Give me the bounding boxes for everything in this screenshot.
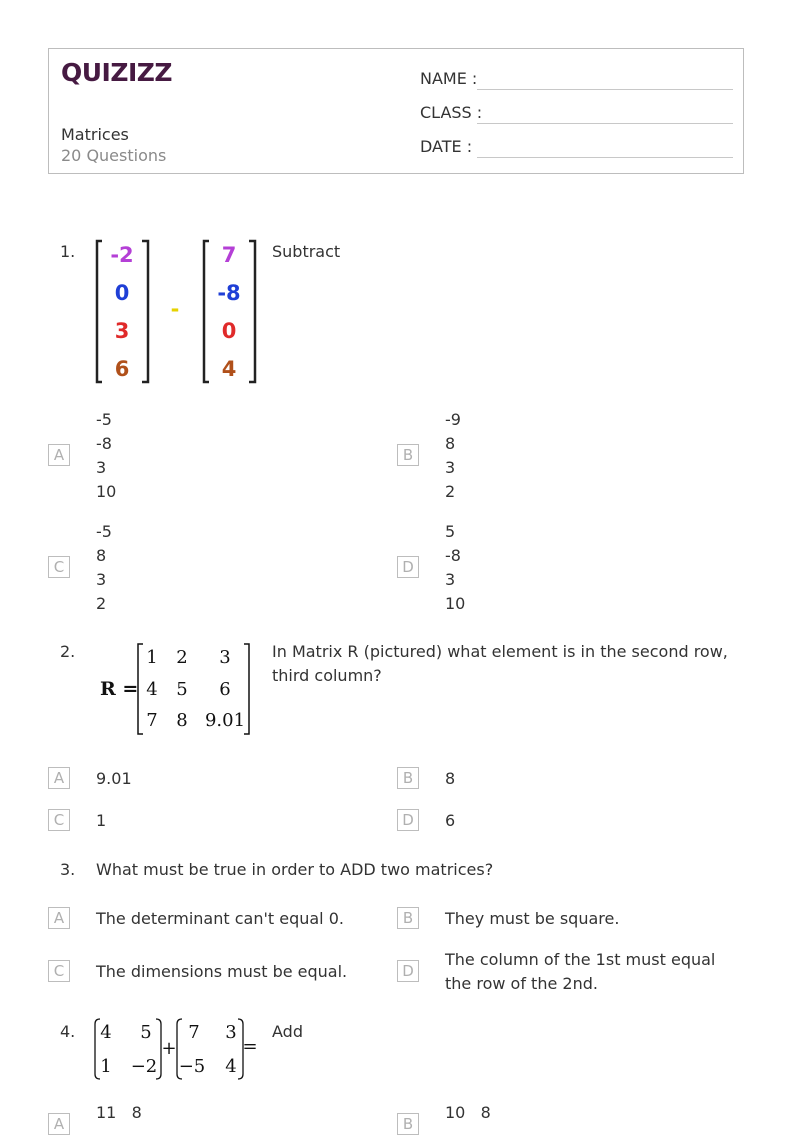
question-4-text: Add [272,1022,303,1041]
q1-option-d-box[interactable]: D [397,556,419,578]
question-count: 20 Questions [61,146,167,165]
minus-operator: - [170,297,180,321]
q2-option-d-text: 6 [445,811,456,830]
question-2-number: 2. [60,642,76,661]
matrix-right-entry: -8 [217,281,241,305]
question-2-image [96,640,262,738]
matrix-a-entry: −2 [130,1056,158,1077]
matrix-left-entry: 0 [114,281,130,305]
q1-option-d-text: 5 -8 3 10 [445,522,466,613]
q2-option-a-box[interactable]: A [48,767,70,789]
date-label: DATE : [420,137,473,156]
q3-option-a-box[interactable]: A [48,907,70,929]
q2-option-b-box[interactable]: B [397,767,419,789]
question-3-text: What must be true in order to ADD two matrices? [96,860,494,879]
matrix-a-entry: 1 [100,1056,112,1077]
matrix-r-entry: 3 [219,647,231,668]
class-label: CLASS : [420,103,483,122]
question-1-image [92,236,262,388]
matrix-r-entry: 9.01 [204,710,246,731]
q3-option-a-text: The determinant can't equal 0. [96,909,344,928]
name-field[interactable] [477,89,733,90]
q1-option-b-text: -9 8 3 2 [445,410,461,501]
matrix-b-entry: 7 [188,1022,200,1043]
matrix-r-entry: 1 [146,647,158,668]
q1-option-c-text: -5 8 3 2 [96,522,112,613]
matrix-r-entry: 6 [219,679,231,700]
matrix-b-entry: −5 [178,1056,206,1077]
question-4-image [92,1016,264,1082]
matrix-right-entry: 7 [221,243,237,267]
q4-option-b-box[interactable]: B [397,1113,419,1135]
q2-option-b-text: 8 [445,769,456,788]
matrix-left-entry: 6 [114,357,130,381]
q4-option-b-text: 10 8 [445,1103,491,1122]
date-field[interactable] [477,157,733,158]
q3-option-d-box[interactable]: D [397,960,419,982]
matrix-left-entry: 3 [114,319,130,343]
equals-operator: = [242,1036,258,1057]
q2-option-c-text: 1 [96,811,107,830]
q1-option-a-box[interactable]: A [48,444,70,466]
q1-option-c-box[interactable]: C [48,556,70,578]
matrix-r-entry: 2 [176,647,188,668]
matrix-a-entry: 4 [100,1022,112,1043]
q3-option-b-box[interactable]: B [397,907,419,929]
question-1-number: 1. [60,242,76,261]
q2-option-a-text: 9.01 [96,769,132,788]
question-3-number: 3. [60,860,76,879]
matrix-r-entry: 5 [176,679,188,700]
question-4-number: 4. [60,1022,76,1041]
matrix-b-entry: 4 [225,1056,237,1077]
q3-option-c-text: The dimensions must be equal. [96,962,348,981]
matrix-r-label: R = [100,678,139,700]
name-label: NAME : [420,69,478,88]
class-field[interactable] [477,123,733,124]
question-2-text: In Matrix R (pictured) what element is in the second row, third column? [272,642,728,685]
worksheet-header [48,48,744,174]
q1-option-b-box[interactable]: B [397,444,419,466]
q2-option-c-box[interactable]: C [48,809,70,831]
q3-option-c-box[interactable]: C [48,960,70,982]
quizizz-logo: QUIZIZZ [61,58,173,87]
matrix-b-entry: 3 [225,1022,237,1043]
question-1-text: Subtract [272,242,341,261]
matrix-r-entry: 7 [146,710,158,731]
q2-option-d-box[interactable]: D [397,809,419,831]
q1-option-a-text: -5 -8 3 10 [96,410,117,501]
q4-option-a-text: 11 8 [96,1103,142,1122]
q3-option-b-text: They must be square. [445,909,620,928]
matrix-a-entry: 5 [140,1022,152,1043]
matrix-left-entry: -2 [110,243,134,267]
worksheet-title: Matrices [61,125,129,144]
plus-operator: + [161,1038,177,1059]
matrix-r-entry: 4 [146,679,158,700]
matrix-right-entry: 0 [221,319,237,343]
q3-option-d-text: The column of the 1st must equal the row of the 2nd. [445,950,716,993]
matrix-right-entry: 4 [221,357,237,381]
matrix-r-entry: 8 [176,710,188,731]
q4-option-a-box[interactable]: A [48,1113,70,1135]
